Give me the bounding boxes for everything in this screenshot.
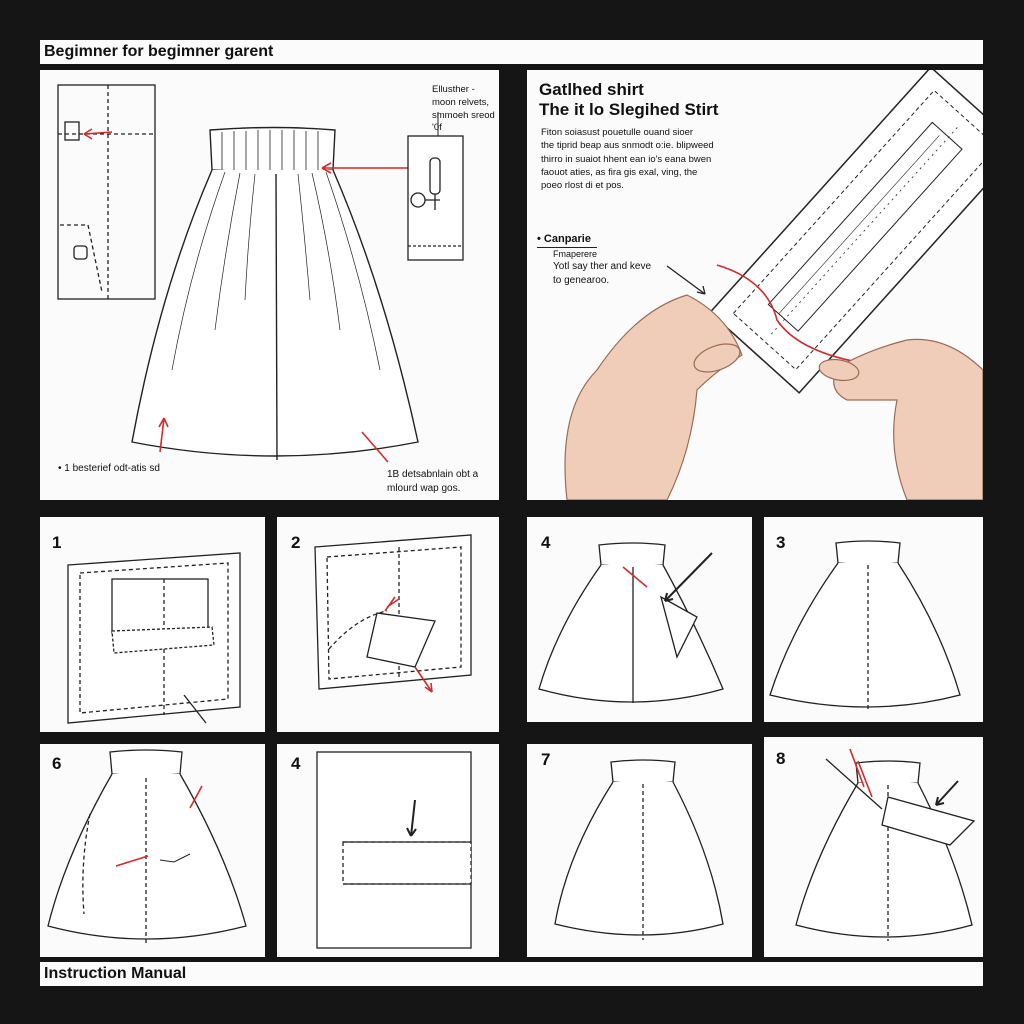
header-title: Begimner for begimner garent bbox=[44, 43, 274, 60]
skirt-main bbox=[132, 128, 418, 461]
step-3-skirt-illustration bbox=[764, 517, 983, 722]
bullet-label: • Canparie bbox=[537, 232, 597, 248]
step-2-illustration bbox=[277, 517, 499, 732]
step-number: 4 bbox=[541, 533, 551, 552]
step-number: 7 bbox=[541, 750, 551, 769]
step-7-skirt-illustration bbox=[527, 744, 752, 957]
step-number: 2 bbox=[291, 533, 301, 552]
step-panel-7 bbox=[527, 744, 752, 957]
note-bottom-right: 1B detsabnlain obt a mlourd wap gos. bbox=[387, 469, 479, 494]
step-panel-6 bbox=[40, 744, 265, 957]
right-hand-illustration bbox=[818, 339, 983, 500]
step-panel-3 bbox=[764, 517, 983, 722]
step-panel-4-skirt bbox=[527, 517, 752, 722]
step-1-illustration bbox=[40, 517, 265, 732]
note-bottom-left: • 1 besterief odt-atis sd bbox=[58, 463, 160, 474]
step-panel-2 bbox=[277, 517, 499, 732]
step-4-skirt-illustration bbox=[527, 517, 752, 722]
photo-body-text: Fiton soiasust pouetulle ouand sioer the tiprid beap aus snmodt o:ie. blipweed thirro in suaiot hhent ean io's eana bwen faouot aties, as fira gis exal, ving, the poeo rlost di et pos. bbox=[541, 127, 714, 192]
bullet-body: Yotl say ther and keve to genearoo. bbox=[553, 261, 652, 286]
step-8-skirt-illustration bbox=[764, 737, 983, 957]
left-hand-illustration bbox=[565, 295, 744, 500]
photo-instruction-panel bbox=[527, 70, 983, 500]
photo-title-line1: Gatlhed shirt bbox=[539, 80, 644, 99]
step-panel-4-fold bbox=[277, 744, 499, 957]
step-number: 8 bbox=[776, 749, 786, 768]
pattern-piece-sketch bbox=[58, 85, 155, 299]
step-number: 1 bbox=[52, 533, 62, 552]
step-4-fold-illustration bbox=[277, 744, 499, 957]
main-diagram-panel bbox=[40, 70, 499, 500]
step-number: 4 bbox=[291, 754, 301, 773]
callout-top-right: Ellusther - moon relvets, smmoeh sreod '0f bbox=[432, 84, 495, 134]
step-number: 3 bbox=[776, 533, 786, 552]
bullet-sublabel: Fmaperere bbox=[553, 249, 598, 259]
header-bar bbox=[40, 40, 983, 64]
step-6-skirt-illustration bbox=[40, 744, 265, 957]
footer-title: Instruction Manual bbox=[44, 965, 187, 982]
detail-box bbox=[408, 136, 463, 260]
main-diagram-svg bbox=[40, 70, 499, 500]
step-panel-8 bbox=[764, 737, 983, 957]
photo-illustration bbox=[527, 70, 983, 500]
step-number: 6 bbox=[52, 754, 62, 773]
photo-title-line2: The it lo Slegihed Stirt bbox=[539, 100, 719, 119]
footer-bar bbox=[40, 962, 983, 986]
step-panel-1 bbox=[40, 517, 265, 732]
